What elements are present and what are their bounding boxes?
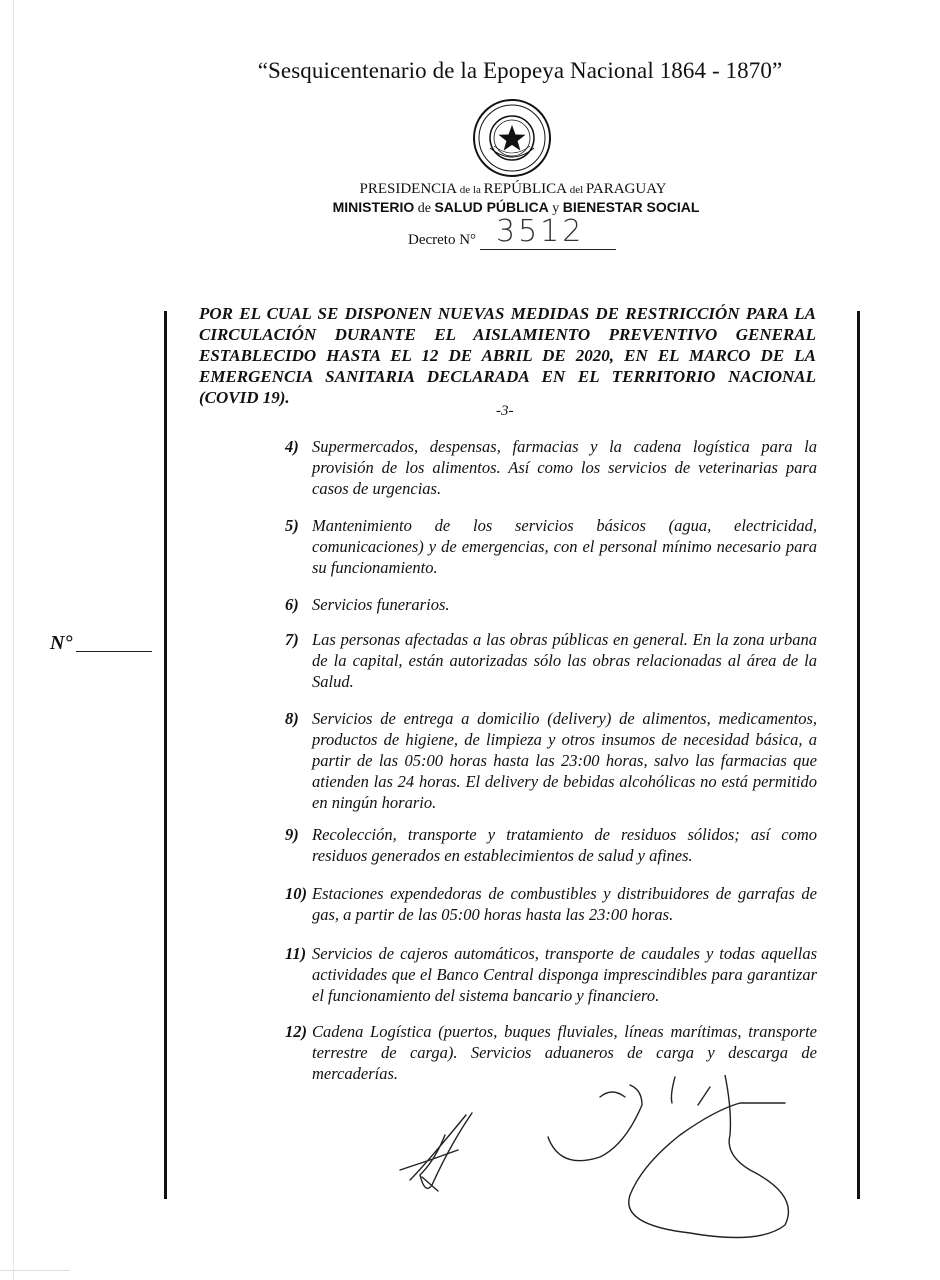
motto: “Sesquicentenario de la Epopeya Nacional 1864 - 1870” — [257, 58, 783, 83]
item-number: 9) — [285, 825, 299, 844]
page-number: -3- — [496, 403, 514, 419]
left-border-bar — [164, 311, 167, 1199]
margin-number-line — [76, 651, 152, 652]
item-number: 11) — [285, 944, 307, 963]
national-seal-icon — [472, 98, 552, 178]
salud-publica-word: SALUD PÚBLICA — [434, 199, 549, 215]
item-text: Las personas afectadas a las obras públicas en general. En la zona urbana de la capital, están autorizadas sólo las obras relacionadas al área de la Salud. — [312, 630, 817, 691]
presidencia-connector: de la — [457, 184, 484, 196]
item-text: Supermercados, despensas, farmacias y la cadena logística para la provisión de los alimentos. Así como los servicios de veterinarias para casos de urgencias. — [312, 437, 817, 498]
item-text: Estaciones expendedoras de combustibles y distribuidores de garrafas de gas, a partir de las 05:00 horas hasta las 23:00 horas. — [312, 884, 817, 924]
item-number: 5) — [285, 516, 299, 535]
list-item — [285, 436, 817, 499]
list-item — [285, 943, 817, 1006]
item-text: Cadena Logística (puertos, buques fluviales, líneas marítimas, transporte terrestre de carga). Servicios aduaneros de carga y descarga de mercaderías. — [312, 1022, 817, 1083]
item-text: Servicios funerarios. — [312, 595, 450, 614]
item-number: 10) — [285, 884, 307, 903]
decreto-number: 3512 — [496, 214, 585, 249]
right-border-bar — [857, 311, 860, 1199]
ministerio-connector: de — [414, 201, 435, 216]
presidencia-word: PRESIDENCIA — [359, 181, 458, 197]
item-number: 4) — [285, 437, 299, 456]
list-item — [285, 883, 817, 925]
item-text: Mantenimiento de los servicios básicos (agua, electricidad, comunicaciones) y de emergencias, con el personal mínimo necesario para su funcionamiento. — [312, 516, 817, 577]
paraguay-word: PARAGUAY — [585, 181, 667, 197]
page-bottom-mark — [0, 1270, 70, 1271]
decreto-label: Decreto N° — [408, 232, 477, 248]
item-text: Servicios de entrega a domicilio (delivery) de alimentos, medicamentos, productos de higiene, de limpieza y otros insumos de necesidad básica, a partir de las 05:00 horas hasta las 23:00 horas, salvo las farmacias que atienden las 24 horas. El delivery de bebidas alcohólicas no está permitido en ningún horario. — [312, 709, 817, 812]
list-item — [285, 824, 817, 866]
item-number: 7) — [285, 630, 299, 649]
list-item — [285, 594, 817, 615]
decree-title: POR EL CUAL SE DISPONEN NUEVAS MEDIDAS DE RESTRICCIÓN PARA LA CIRCULACIÓN DURANTE EL AISLAMIENTO PREVENTIVO GENERAL ESTABLECIDO HASTA EL 12 DE ABRIL DE 2020, EN EL MARCO DE LA EMERGENCIA SANITARIA DECLARADA EN EL TERRITORIO NACIONAL (COVID 19). — [199, 304, 816, 407]
signatures-icon — [380, 1075, 830, 1265]
item-number: 12) — [285, 1022, 307, 1041]
list-item — [285, 708, 817, 813]
ministerio-connector-2: y — [548, 201, 563, 216]
item-text: Recolección, transporte y tratamiento de residuos sólidos; así como residuos generados en establecimientos de salud y afines. — [312, 825, 817, 865]
republica-word: REPÚBLICA — [483, 181, 567, 197]
item-number: 6) — [285, 595, 299, 614]
margin-number-label: N° — [50, 632, 73, 654]
ministerio-line — [0, 199, 940, 217]
decreto-underline — [480, 249, 616, 250]
list-item — [285, 629, 817, 692]
presidencia-line — [0, 181, 940, 198]
bienestar-social-word: BIENESTAR SOCIAL — [562, 199, 700, 215]
presidencia-connector-2: del — [566, 184, 586, 196]
list-item — [285, 515, 817, 578]
item-text: Servicios de cajeros automáticos, transporte de caudales y todas aquellas actividades que el Banco Central disponga imprescindibles para garantizar el funcionamiento del sistema bancario y financiero. — [312, 944, 817, 1005]
ministerio-word: MINISTERIO — [332, 199, 415, 215]
item-number: 8) — [285, 709, 299, 728]
